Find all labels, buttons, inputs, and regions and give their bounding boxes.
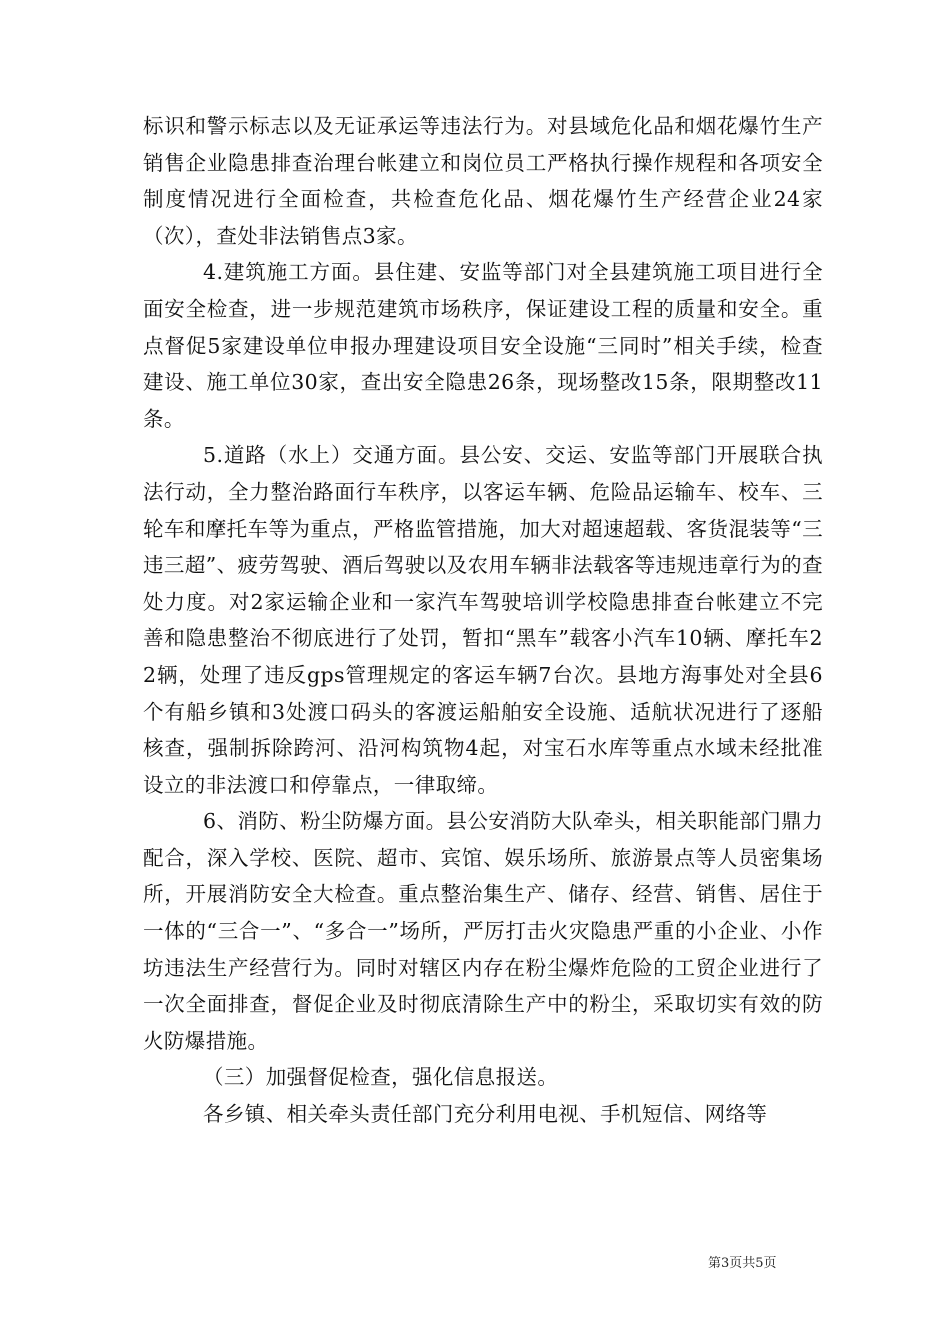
document-body [143,108,823,1133]
paragraph-hazmat-fireworks: 标识和警示标志以及无证承运等违法行为。对县域危化品和烟花爆竹生产销售企业隐患排查治理台帐建立和岗位员工严格执行操作规程和各项安全制度情况进行全面检查，共检查危化品、烟花爆竹生产经营企业24家（次），查处非法销售点3家。 [143,114,823,248]
page-number-footer: 第3页共5页 [708,1256,777,1271]
paragraph-fire-dust: 6、消防、粉尘防爆方面。县公安消防大队牵头，相关职能部门鼎力配合，深入学校、医院、超市、宾馆、娱乐场所、旅游景点等人员密集场所，开展消防安全大检查。重点整治集生产、储存、经营、销售、居住于一体的“三合一”、“多合一”场所，严厉打击火灾隐患严重的小企业、小作坊违法生产经营行为。同时对辖区内存在粉尘爆炸危险的工贸企业进行了一次全面排查，督促企业及时彻底清除生产中的粉尘，采取切实有效的防火防爆措施。 [143,809,823,1053]
paragraph-media-publicity: 各乡镇、相关牵头责任部门充分利用电视、手机短信、网络等 [203,1102,768,1127]
section-heading-supervision: （三）加强督促检查，强化信息报送。 [203,1065,559,1090]
paragraph-construction: 4.建筑施工方面。县住建、安监等部门对全县建筑施工项目进行全面安全检查，进一步规范建筑市场秩序，保证建设工程的质量和安全。重点督促5家建设单位申报办理建设项目安全设施“三同时”相关手续，检查建设、施工单位30家，查出安全隐患26条，现场整改15条，限期整改11条。 [143,260,823,431]
paragraph-road-water-traffic: 5.道路（水上）交通方面。县公安、交运、安监等部门开展联合执法行动，全力整治路面行车秩序，以客运车辆、危险品运输车、校车、三轮车和摩托车等为重点，严格监管措施，加大对超速超载、客货混装等“三违三超”、疲劳驾驶、酒后驾驶以及农用车辆非法载客等违规违章行为的查处力度。对2家运输企业和一家汽车驾驶培训学校隐患排查台帐建立不完善和隐患整治不彻底进行了处罚，暂扣“黑车”载客小汽车10辆、摩托车22辆，处理了违反gps管理规定的客运车辆7台次。县地方海事处对全县6个有船乡镇和3处渡口码头的客渡运船舶安全设施、适航状况进行了逐船核查，强制拆除跨河、沿河构筑物4起，对宝石水库等重点水域未经批准设立的非法渡口和停靠点，一律取缔。 [143,443,823,797]
